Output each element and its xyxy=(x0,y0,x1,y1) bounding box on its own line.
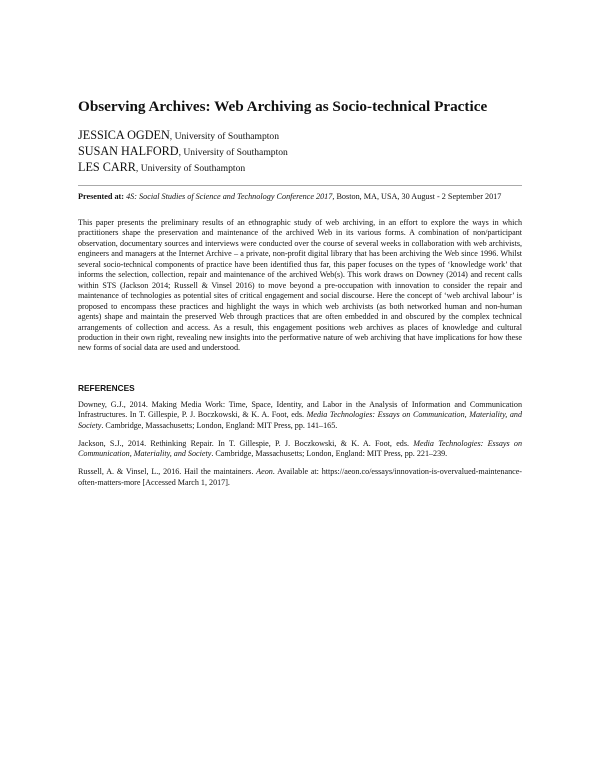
abstract-text: This paper presents the preliminary results of an ethnographic study of web archiving, in an effort to explore the ways in which practitioners shape the preservation and maintenance of the archived Web in its various forms. A combination of non/participant observation, documentary sources and interviews were conducted over the course of several weeks in collaboration with web archivists, engineers and managers at the Internet Archive – a private, non-profit digital library that has been archiving the Web since 1996. Whilst several socio-technical components of practice have been identified thus far, this paper focuses on the types of ‘knowledge work’ that informs the selection, collection, repair and maintenance of the archived Web(s). This work draws on Downey (2014) and recent calls within STS (Jackson 2014; Russell & Vinsel 2016) to move beyond a pre-occupation with innovation to consider the repair and maintenance of technologies as potential sites of critical engagement and social discourse. Here the concept of ‘web archival labour’ is proposed to encompass these practices and highlight the ways in which web archivists (as both networked human and non-human agents) shape and maintain the preserved Web through practices that are often embedded in and obscured by the complex technical arrangements of collection and access. As a result, this engagement positions web archives as places of knowledge and cultural production in their own right, revealing new insights into the performative nature of web archiving that have implications for how these new forms of social data are used and understood. xyxy=(78,218,522,353)
author-line xyxy=(78,160,522,176)
author-name: LES CARR xyxy=(78,160,136,174)
author-name: JESSICA OGDEN xyxy=(78,128,170,142)
reference-item: Downey, G.J., 2014. Making Media Work: Time, Space, Identity, and Labor in the Analysis of Information and Communication Infrastructures. In T. Gillespie, P. J. Boczkowski, & K. A. Foot, eds. Media Technologies: Essays on Communication, Materiality, and Society. Cambridge, Massachusetts; London, England: MIT Press, pp. 141–165. xyxy=(78,400,522,430)
conference-details: , Boston, MA, USA, 30 August - 2 September 2017 xyxy=(332,192,502,201)
presented-at xyxy=(78,191,522,202)
references-heading: REFERENCES xyxy=(78,383,135,393)
author-affiliation: , University of Southampton xyxy=(169,131,280,142)
reference-item: Jackson, S.J., 2014. Rethinking Repair. In T. Gillespie, P. J. Boczkowski, & K. A. Foot, eds. Media Technologies: Essays on Communication, Materiality, and Society. Cambridge, Massachusetts; London, England: MIT Press, pp. 221–239. xyxy=(78,438,522,459)
author-affiliation: , University of Southampton xyxy=(178,147,288,158)
author-name: SUSAN HALFORD xyxy=(78,144,179,158)
conference-name: 4S: Social Studies of Science and Technology Conference 2017 xyxy=(126,192,333,201)
reference-item: Russell, A. & Vinsel, L., 2016. Hail the maintainers. Aeon. Available at: https://aeon.co/essays/innovation-is-overvalued-maintenance-often-matters-more [Accessed March 1, 2017]. xyxy=(78,467,522,487)
references-list xyxy=(78,400,522,496)
author-list xyxy=(78,128,522,176)
divider xyxy=(78,185,522,186)
paper-title: Observing Archives: Web Archiving as Socio-technical Practice xyxy=(78,98,488,115)
author-affiliation: , University of Southampton xyxy=(135,163,246,174)
author-line xyxy=(78,128,522,144)
presented-label: Presented at: xyxy=(78,192,125,201)
author-line xyxy=(78,144,522,160)
